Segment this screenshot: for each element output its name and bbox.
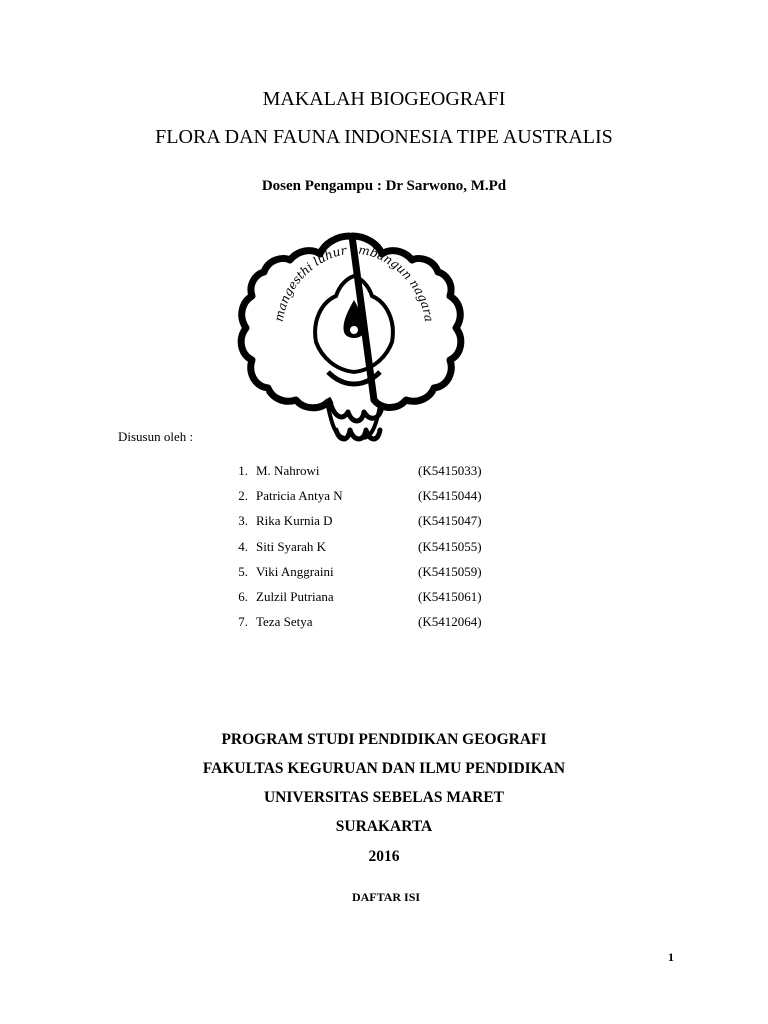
member-number: 7. bbox=[238, 614, 248, 630]
member-list bbox=[230, 463, 530, 639]
list-item bbox=[230, 513, 530, 538]
member-name: Siti Syarah K bbox=[256, 538, 327, 554]
list-item bbox=[230, 539, 530, 564]
member-nim: (K5415061) bbox=[418, 588, 482, 604]
member-name: Zulzil Putriana bbox=[256, 588, 334, 604]
university-name: UNIVERSITAS SEBELAS MARET bbox=[263, 789, 505, 806]
toc-heading: DAFTAR ISI bbox=[351, 890, 421, 904]
member-number: 2. bbox=[238, 488, 248, 504]
year: 2016 bbox=[368, 848, 400, 865]
list-item bbox=[230, 564, 530, 589]
document-subtitle: FLORA DAN FAUNA INDONESIA TIPE AUSTRALIS bbox=[155, 126, 613, 148]
document-title: MAKALAH BIOGEOGRAFI bbox=[262, 88, 506, 110]
member-name: Patricia Antya N bbox=[256, 488, 343, 504]
lecturer-line: Dosen Pengampu : Dr Sarwono, M.Pd bbox=[261, 178, 507, 194]
member-nim: (K5415047) bbox=[418, 513, 482, 529]
list-item bbox=[230, 589, 530, 614]
member-number: 5. bbox=[238, 563, 248, 579]
member-nim: (K5415055) bbox=[418, 538, 482, 554]
member-name: Teza Setya bbox=[256, 614, 313, 630]
member-nim: (K5412064) bbox=[418, 614, 482, 630]
member-number: 1. bbox=[238, 463, 248, 478]
member-number: 6. bbox=[238, 588, 248, 604]
university-seal-icon bbox=[232, 230, 476, 452]
member-name: Viki Anggraini bbox=[256, 563, 334, 579]
list-item bbox=[230, 614, 530, 639]
faculty-name: FAKULTAS KEGURUAN DAN ILMU PENDIDIKAN bbox=[202, 760, 566, 777]
member-nim: (K5415033) bbox=[418, 463, 482, 478]
member-name: M. Nahrowi bbox=[256, 463, 320, 478]
authored-by-label: Disusun oleh : bbox=[118, 429, 194, 444]
city-name: SURAKARTA bbox=[335, 818, 433, 835]
member-nim: (K5415059) bbox=[418, 563, 482, 579]
page-number: 1 bbox=[668, 950, 674, 964]
list-item bbox=[230, 463, 530, 488]
member-name: Rika Kurnia D bbox=[256, 513, 333, 529]
member-nim: (K5415044) bbox=[418, 488, 482, 504]
program-name: PROGRAM STUDI PENDIDIKAN GEOGRAFI bbox=[221, 731, 547, 748]
list-item bbox=[230, 488, 530, 513]
member-number: 3. bbox=[238, 513, 248, 529]
seal-motto: mangesthi luhur ambangun nagara bbox=[271, 242, 437, 323]
member-number: 4. bbox=[238, 538, 248, 554]
